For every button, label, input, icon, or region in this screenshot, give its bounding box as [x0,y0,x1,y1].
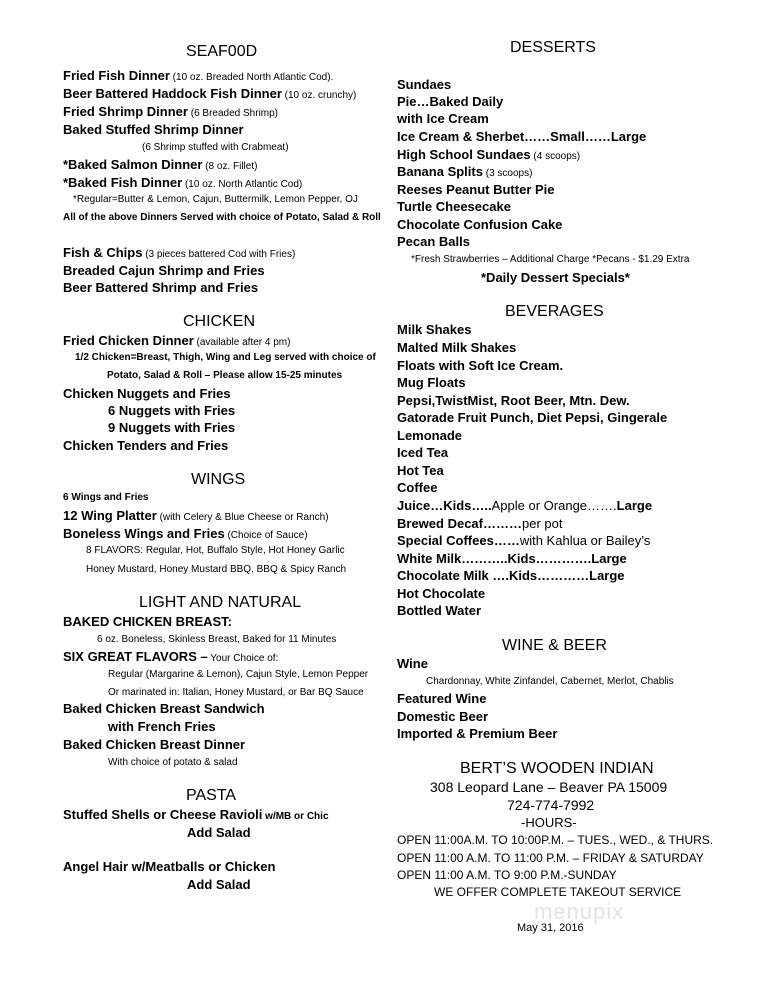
menu-item: Stuffed Shells or Cheese Ravioli w/MB or Chic [63,807,329,822]
menu-item: Chicken Nuggets and Fries [63,386,231,401]
menu-item: Hot Chocolate [397,586,486,601]
hours-line: OPEN 11:00 A.M. TO 9:00 P.M.-SUNDAY [397,868,617,882]
menu-item: Fried Chicken Dinner (available after 4 pm) [63,333,291,348]
menu-note: Chardonnay, White Zinfandel, Cabernet, Merlot, Chablis [426,676,674,687]
menu-item: Domestic Beer [397,709,489,724]
menu-item: Floats with Soft Ice Cream. [397,358,564,373]
menu-item: Iced Tea [397,445,449,460]
menu-item: Baked Stuffed Shrimp Dinner [63,122,244,137]
hours-line: OPEN 11:00 A.M. TO 11:00 P.M. – FRIDAY & SATURDAY [397,851,704,865]
light-heading: LIGHT AND NATURAL [139,594,302,611]
menu-item: Milk Shakes [397,322,472,337]
menu-item: Turtle Cheesecake [397,199,511,214]
menu-item: Gatorade Fruit Punch, Diet Pepsi, Gingerale [397,410,668,425]
chicken-heading: CHICKEN [183,313,256,330]
menu-item: Sundaes [397,77,452,92]
menu-note: Honey Mustard, Honey Mustard BBQ, BBQ & Spicy Ranch [86,564,347,575]
phone: 724-774-7992 [507,797,595,813]
menu-item: with French Fries [108,719,216,734]
hours-label: -HOURS- [521,815,577,830]
menu-item: Pepsi,TwistMist, Root Beer, Mtn. Dew. [397,393,630,408]
menu-item: *Baked Fish Dinner (10 oz. North Atlantic Cod) [63,175,303,190]
menu-item: Fish & Chips (3 pieces battered Cod with Fries) [63,245,296,260]
restaurant-name: BERT’S WOODEN INDIAN [460,760,654,777]
menu-note: With choice of potato & salad [108,757,238,768]
menu-item: Pie…Baked Daily [397,94,504,109]
wine-heading: WINE & BEER [502,637,607,654]
beverages-heading: BEVERAGES [505,303,604,320]
menu-item: Boneless Wings and Fries (Choice of Sauce) [63,526,308,541]
menu-item: Ice Cream & Sherbet……Small……Large [397,129,647,144]
pasta-heading: PASTA [186,787,237,804]
menu-item: High School Sundaes (4 scoops) [397,147,581,162]
menu-item: Lemonade [397,428,463,443]
wings-heading: WINGS [191,471,246,488]
menu-item: Special Coffees……with Kahlua or Bailey’s [397,533,651,548]
menu-item: Beer Battered Shrimp and Fries [63,280,259,295]
menu-item: Malted Milk Shakes [397,340,517,355]
menu-item: Beer Battered Haddock Fish Dinner (10 oz. crunchy) [63,86,357,101]
menu-note: (6 Shrimp stuffed with Crabmeat) [142,142,289,153]
menu-date: May 31, 2016 [517,922,584,934]
menu-note: *Regular=Butter & Lemon, Cajun, Buttermilk, Lemon Pepper, OJ [73,194,358,205]
menu-item: Baked Chicken Breast Dinner [63,737,246,752]
menu-item: 6 Nuggets with Fries [108,403,236,418]
menu-item: Add Salad [187,877,251,892]
menu-item: Hot Tea [397,463,444,478]
menu-item: BAKED CHICKEN BREAST: [63,614,233,629]
menu-item: Angel Hair w/Meatballs or Chicken [63,859,276,874]
hours-line: OPEN 11:00A.M. TO 10:00P.M. – TUES., WED., & THURS. [397,833,714,847]
menu-note: *Fresh Strawberries – Additional Charge *Pecans - $1.29 Extra [411,254,690,265]
menu-item: Chocolate Milk ….Kids…………Large [397,568,625,583]
seafood-heading: SEAF00D [186,43,258,60]
menu-item: 9 Nuggets with Fries [108,420,236,435]
menu-note: *Daily Dessert Specials* [481,270,630,285]
menu-note: Or marinated in: Italian, Honey Mustard, or Bar BQ Sauce [108,687,364,698]
address: 308 Leopard Lane – Beaver PA 15009 [430,779,668,795]
menu-item: Baked Chicken Breast Sandwich [63,701,265,716]
menu-item: with Ice Cream [397,111,489,126]
menu-item: Breaded Cajun Shrimp and Fries [63,263,265,278]
menu-item: Chicken Tenders and Fries [63,438,229,453]
menu-item: Banana Splits (3 scoops) [397,164,533,179]
menu-item: Chocolate Confusion Cake [397,217,563,232]
menu-item: Mug Floats [397,375,466,390]
menu-note: Potato, Salad & Roll – Please allow 15-25 minutes [107,370,343,381]
menu-item: Wine [397,656,428,671]
menu-item: *Baked Salmon Dinner (8 oz. Fillet) [63,157,258,172]
menu-item: Add Salad [187,825,251,840]
menu-note: 1/2 Chicken=Breast, Thigh, Wing and Leg served with choice of [75,352,376,363]
menu-item: White Milk………..Kids………….Large [397,551,627,566]
menu-item: Coffee [397,480,438,495]
desserts-heading: DESSERTS [510,39,596,56]
menu-item: SIX GREAT FLAVORS – Your Choice of: [63,649,279,664]
takeout-note: WE OFFER COMPLETE TAKEOUT SERVICE [434,885,682,899]
menu-item: Juice…Kids…..Apple or Orange…….Large [397,498,653,513]
menu-item: Brewed Decaf………per pot [397,516,563,531]
watermark-logo: menupix [534,899,625,924]
menu-note: All of the above Dinners Served with choice of Potato, Salad & Roll [63,212,381,223]
menu-item: 12 Wing Platter (with Celery & Blue Cheese or Ranch) [63,508,329,523]
menu-item: Reeses Peanut Butter Pie [397,182,555,197]
menu-item: Fried Fish Dinner (10 oz. Breaded North Atlantic Cod). [63,68,334,83]
menu-item: Featured Wine [397,691,487,706]
menu-note: 6 oz. Boneless, Skinless Breast, Baked for 11 Minutes [97,634,337,645]
menu-note: 8 FLAVORS: Regular, Hot, Buffalo Style, Hot Honey Garlic [86,545,345,556]
menu-item: 6 Wings and Fries [63,492,149,503]
menu-item: Pecan Balls [397,234,470,249]
menu-item: Fried Shrimp Dinner (6 Breaded Shrimp) [63,104,279,119]
menu-item: Imported & Premium Beer [397,726,558,741]
menu-note: Regular (Margarine & Lemon), Cajun Style, Lemon Pepper [108,669,369,680]
menu-item: Bottled Water [397,603,482,618]
